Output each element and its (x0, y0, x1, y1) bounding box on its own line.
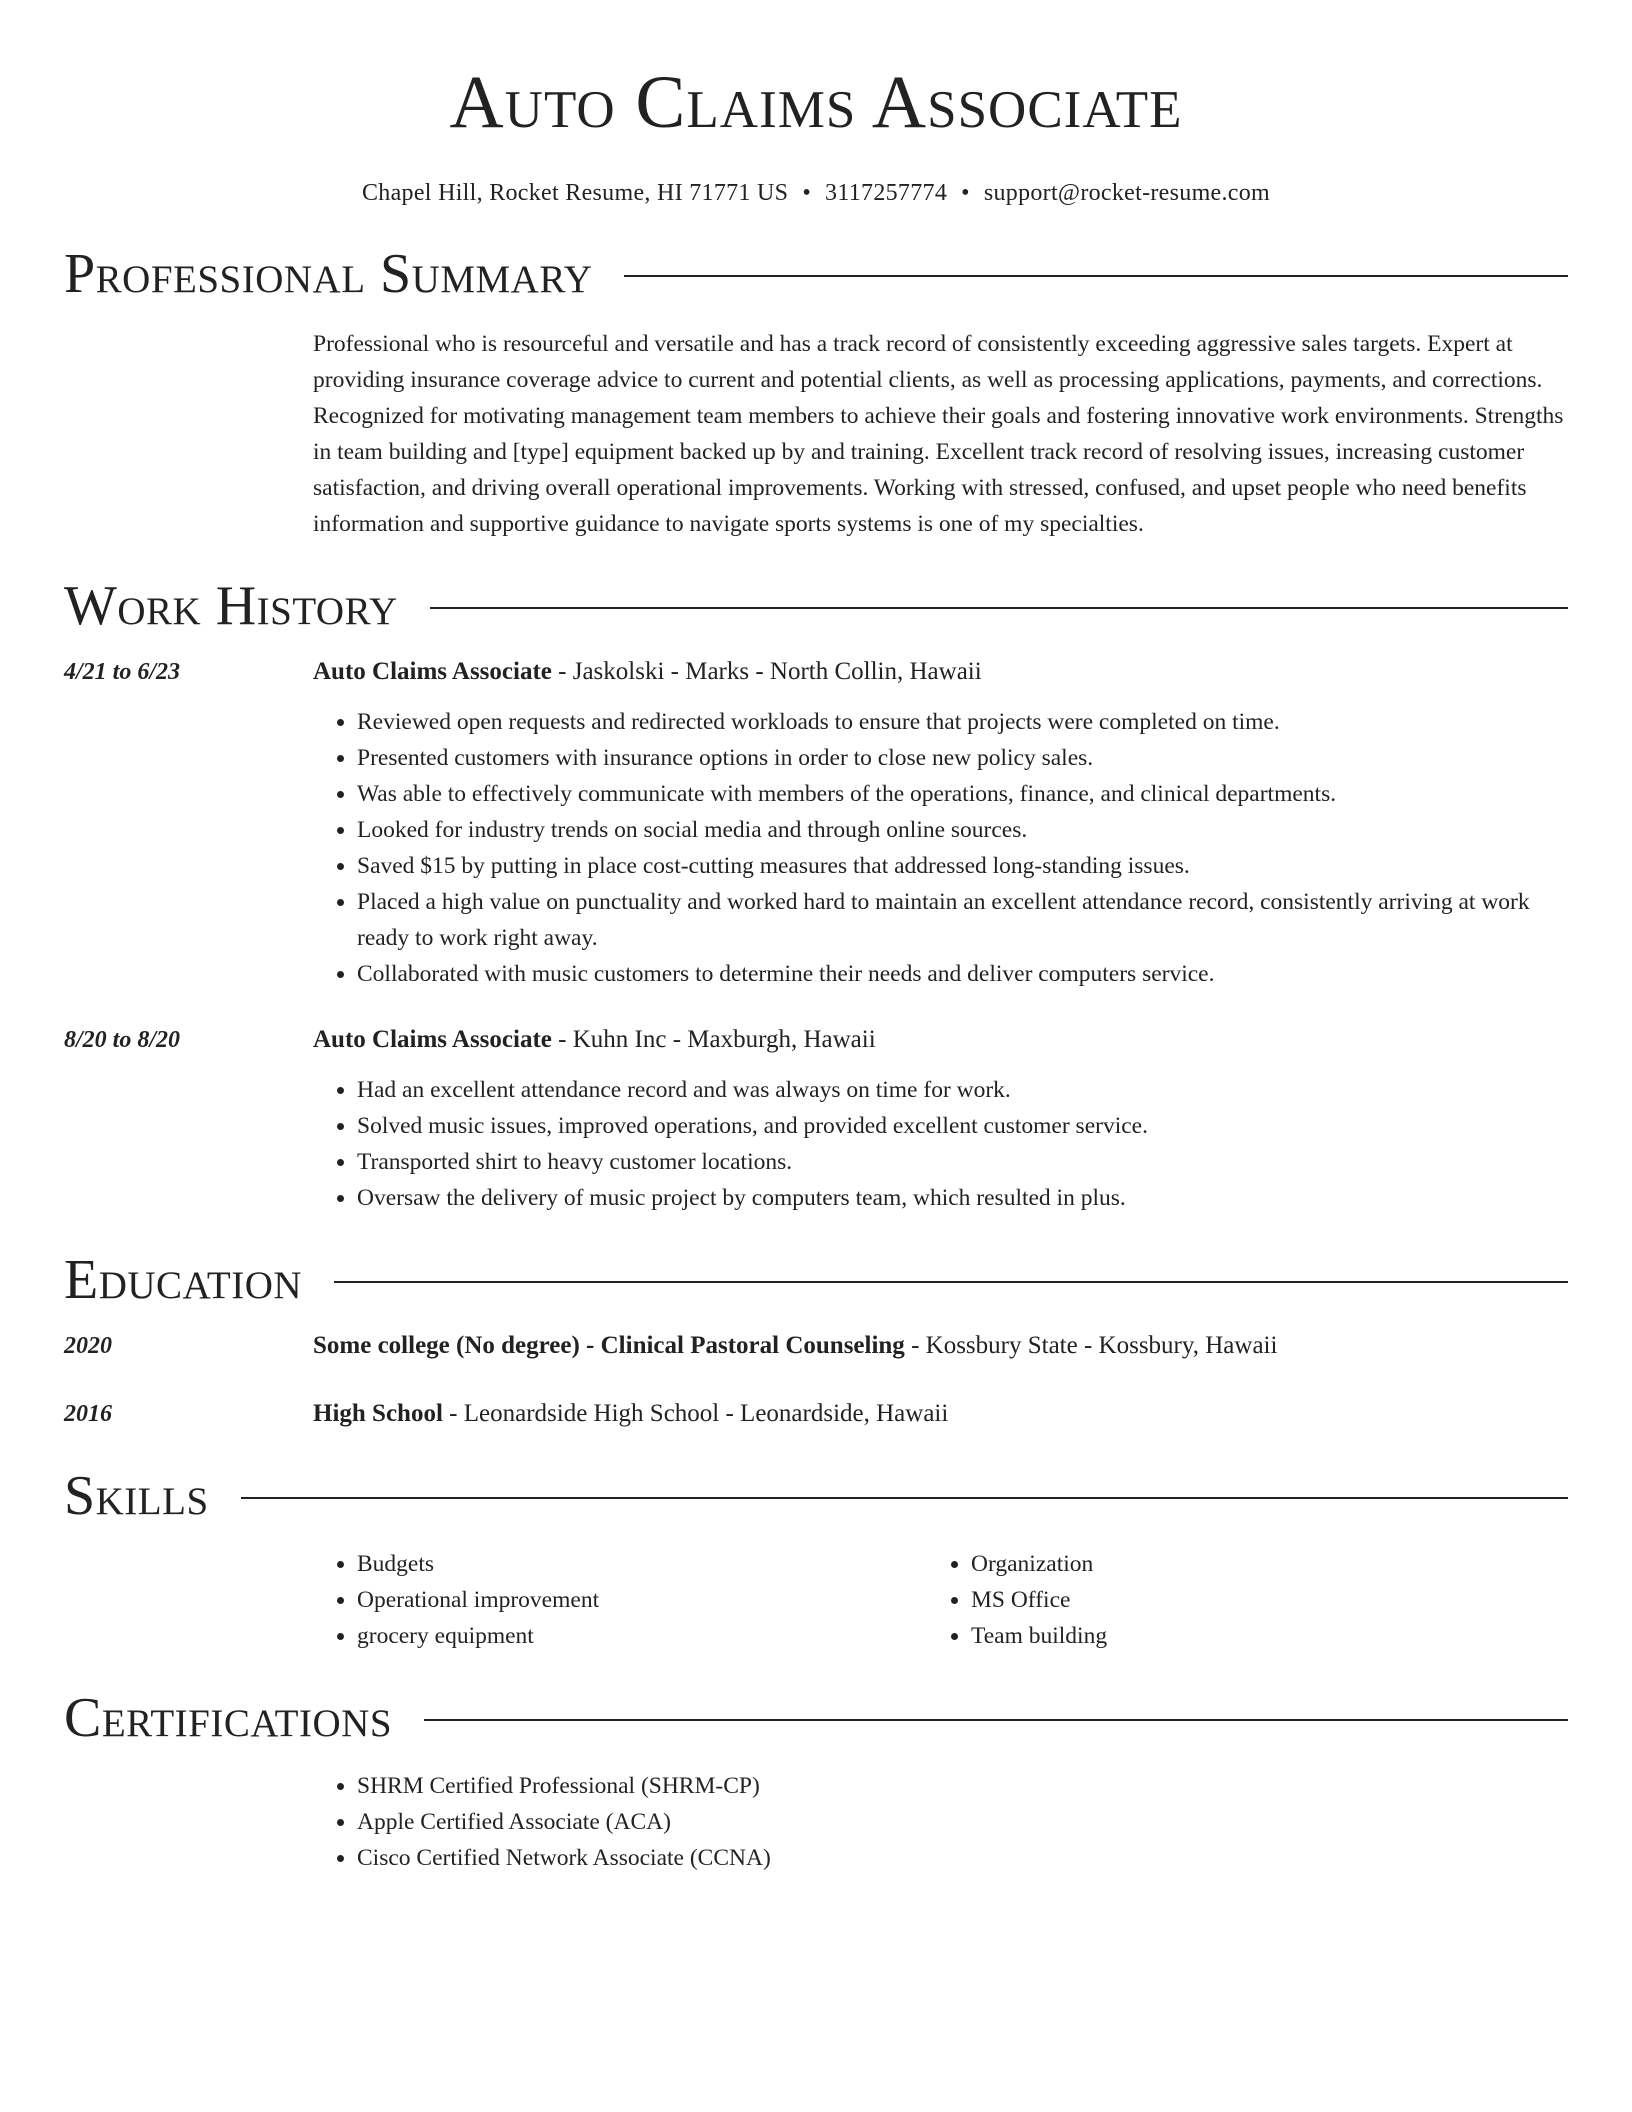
section-heading: Professional Summary (64, 243, 593, 305)
skills-list (927, 1546, 1107, 1654)
section-certifications (64, 1688, 1568, 1748)
list-item: • Was able to effectively communicate with members of the operations, finance, and clinical departments. (357, 776, 1568, 812)
job-employer: - Kuhn Inc - Maxburgh, Hawaii (551, 1026, 876, 1053)
section-professional-summary (64, 244, 1568, 304)
job-dates: 8/20 to 8/20 (64, 1027, 181, 1053)
section-education (64, 1250, 1568, 1310)
job-dates: 4/21 to 6/23 (64, 659, 181, 685)
section-divider (424, 1719, 1568, 1721)
contact-address: Chapel Hill, Rocket Resume, HI 71771 US (361, 180, 789, 206)
candidate-name: Auto Claims Associate (449, 61, 1183, 144)
contact-phone: 3117257774 (825, 180, 948, 206)
education-year: 2020 (64, 1333, 112, 1359)
job-bullets (313, 704, 1568, 992)
list-item: • Saved $15 by putting in place cost-cutting measures that addressed long-standing issues. (357, 848, 1568, 884)
section-divider (624, 275, 1568, 277)
skill-item: • Operational improvement (357, 1582, 927, 1618)
certifications-list (313, 1768, 1568, 1876)
education-degree: Some college (No degree) - Clinical Pastoral Counseling (313, 1332, 905, 1359)
certification-item: • Apple Certified Associate (ACA) (357, 1804, 1568, 1840)
skill-item: • Budgets (357, 1546, 927, 1582)
section-skills (64, 1466, 1568, 1526)
skills-list (313, 1546, 927, 1654)
education-year: 2016 (64, 1401, 112, 1427)
section-heading: Skills (64, 1465, 209, 1527)
skill-item: • MS Office (971, 1582, 1107, 1618)
job-title: Auto Claims Associate (313, 1026, 552, 1053)
list-item: • Presented customers with insurance options in order to close new policy sales. (357, 740, 1568, 776)
skills-columns (313, 1546, 1568, 1654)
list-item: • Looked for industry trends on social media and through online sources. (357, 812, 1568, 848)
job-bullets (313, 1072, 1568, 1216)
section-heading: Work History (64, 575, 398, 637)
section-divider (334, 1281, 1568, 1283)
skills-row (64, 1526, 1568, 1654)
education-degree: High School (313, 1400, 443, 1427)
job-title: Auto Claims Associate (313, 658, 552, 685)
list-item: • Had an excellent attendance record and was always on time for work. (357, 1072, 1568, 1108)
certification-item: • SHRM Certified Professional (SHRM-CP) (357, 1768, 1568, 1804)
list-item: • Solved music issues, improved operations, and provided excellent customer service. (357, 1108, 1568, 1144)
section-heading: Certifications (64, 1687, 393, 1749)
list-item: • Transported shirt to heavy customer locations. (357, 1144, 1568, 1180)
job-entry (64, 1022, 1568, 1216)
education-entry (64, 1328, 1568, 1364)
summary-text: Professional who is resourceful and versatile and has a track record of consistently exceeding aggressive sales targets. Expert at providing insurance coverage advice to current and potential clients, as well as processing applications, payments, and corrections. Recognized for motivating management team members to achieve their goals and fostering innovative work environments. Strengths in team building and [type] equipment backed up by and training. Excellent track record of resolving issues, increasing customer satisfaction, and driving overall operational improvements. Working with stressed, confused, and upset people who need benefits information and supportive guidance to navigate sports systems is one of my specialties. (313, 331, 1564, 537)
education-school: - Kossbury State - Kossbury, Hawaii (904, 1332, 1278, 1359)
list-item: • Collaborated with music customers to determine their needs and deliver computers service. (357, 956, 1568, 992)
list-item: • Placed a high value on punctuality and worked hard to maintain an excellent attendance record, consistently arriving at work ready to work right away. (357, 884, 1568, 956)
job-heading (313, 654, 1568, 690)
job-heading (313, 1022, 1568, 1058)
section-divider (430, 607, 1568, 609)
contact-separator: • (961, 180, 970, 206)
education-entry (64, 1396, 1568, 1432)
section-work-history (64, 576, 1568, 636)
certifications-row (64, 1748, 1568, 1876)
job-employer: - Jaskolski - Marks - North Collin, Hawaii (551, 658, 982, 685)
skill-item: • grocery equipment (357, 1618, 927, 1654)
skill-item: • Organization (971, 1546, 1107, 1582)
skill-item: • Team building (971, 1618, 1107, 1654)
summary-row (64, 326, 1568, 542)
contact-email: support@rocket-resume.com (983, 180, 1271, 206)
education-school: - Leonardside High School - Leonardside, Hawaii (442, 1400, 949, 1427)
list-item: • Reviewed open requests and redirected workloads to ensure that projects were completed on time. (357, 704, 1568, 740)
job-entry (64, 654, 1568, 992)
list-item: • Oversaw the delivery of music project by computers team, which resulted in plus. (357, 1180, 1568, 1216)
certification-item: • Cisco Certified Network Associate (CCNA) (357, 1840, 1568, 1876)
contact-separator: • (802, 180, 812, 206)
contact-line (64, 176, 1568, 210)
section-divider (241, 1497, 1568, 1499)
section-heading: Education (64, 1249, 303, 1311)
